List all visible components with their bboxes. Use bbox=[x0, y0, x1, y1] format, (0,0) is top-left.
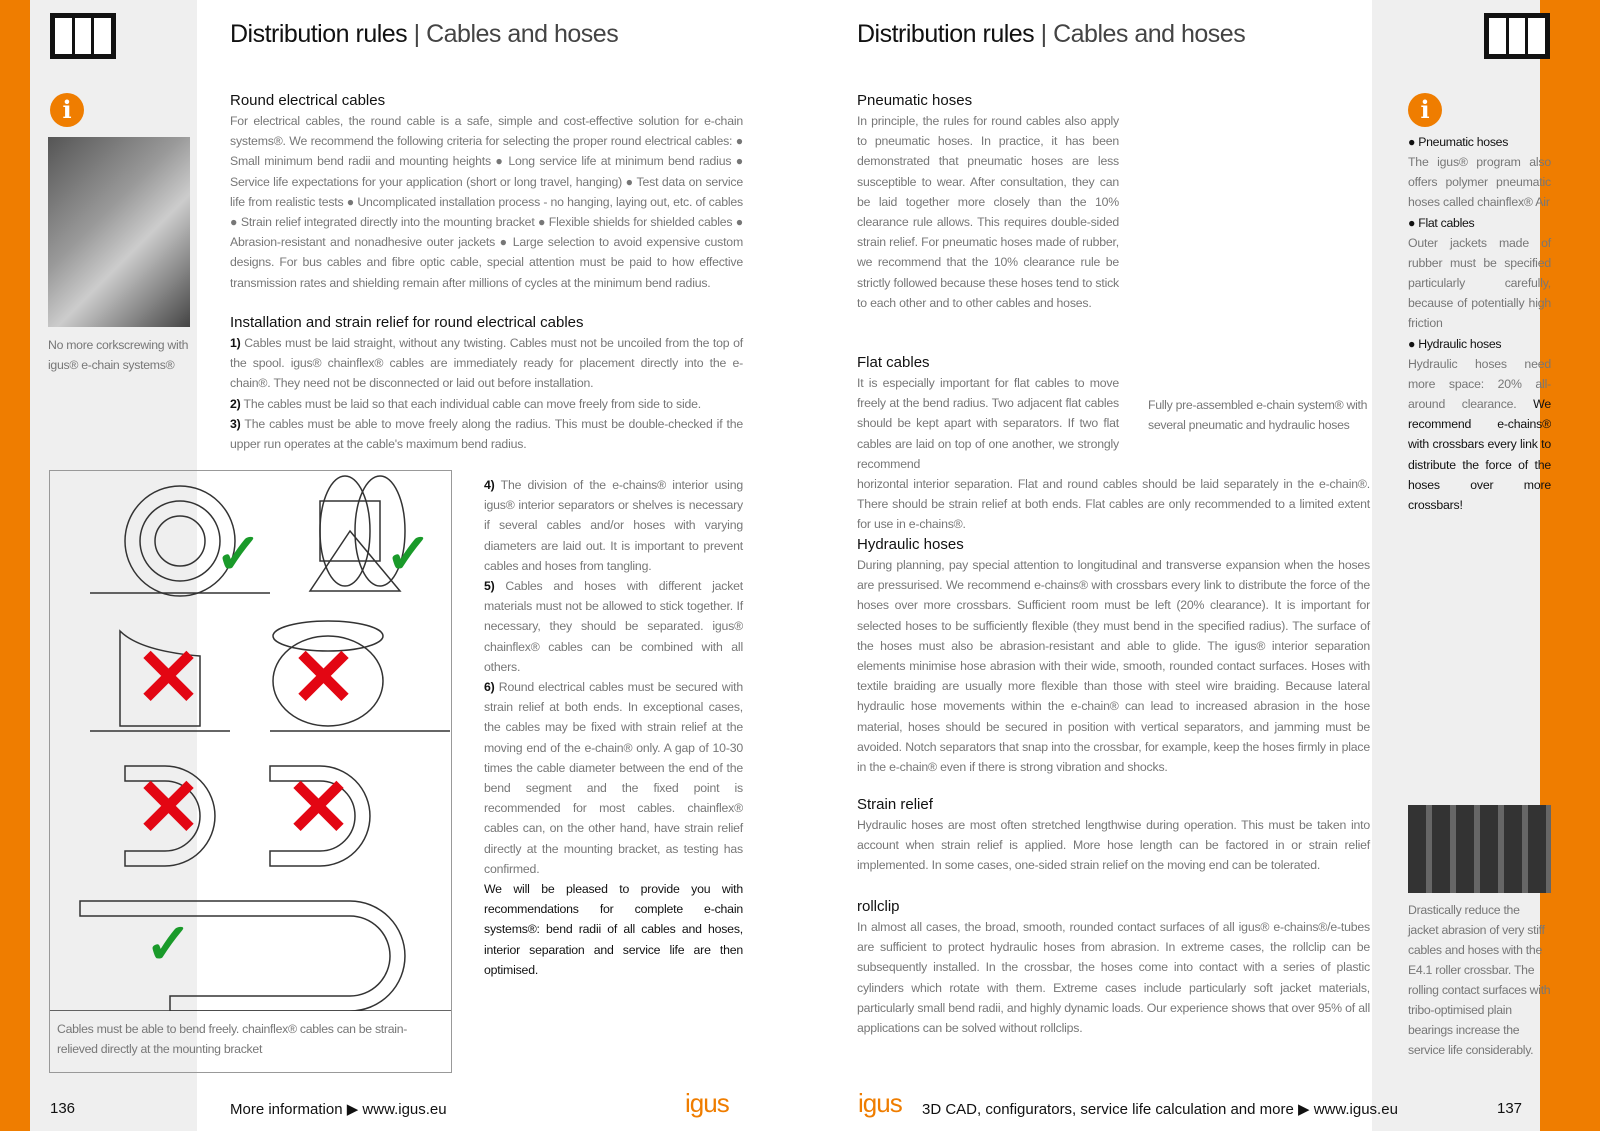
more-info-link[interactable]: More information ▶ www.igus.eu bbox=[230, 1101, 447, 1118]
note-heading: ● Hydraulic hoses bbox=[1408, 336, 1502, 351]
recommendation-text: We will be pleased to provide you with recommendations for complete e-chain systems®: bend radii of all cables and hoses, interior separation and service life are then optimised. bbox=[484, 882, 743, 977]
page-number-right: 137 bbox=[1497, 1100, 1523, 1117]
section-flat-cables bbox=[857, 354, 1370, 535]
body-text: For electrical cables, the round cable is a safe, simple and cost-effective solution for e-chain systems®. We recommend the following criteria for selecting the proper round electrical cables: ● Small minimum bend radii and mounting heights ● Long service life at minimum bend radius ● Service life expectations for your application (short or long travel, hanging) ● Test data on service life from realistic tests ● Uncomplicated installation process - no hanging, laying out, etc. of cables ● Strain relief integrated directly into the mounting bracket ● Flexible shields for shielded cables ● Abrasion-resistant and nonadhesive outer jackets ● Large selection to avoid expensive custom designs. For bus cables and fibre optic cable, special attention must be paid to how effective transmission rates and shielding remain after millions of cycles at the minimum bend radius. bbox=[230, 114, 743, 290]
photo-caption: Fully pre-assembled e-chain system® with several pneumatic and hydraulic hoses bbox=[1148, 398, 1368, 432]
igus-logo: igus bbox=[685, 1088, 729, 1118]
item-6: 6) Round electrical cables must be secured with strain relief at both ends. In exceptional cases, the cables may be fixed with strain relief at the moving end of the e-chain® only. A gap of 10-30 times the cable diameter between the end of the bend segment and the fixed point is recommended for most cables. chainflex® cables can, on the other hand, have strain relief directly at the mounting bracket, as testing has confirmed. bbox=[484, 680, 743, 876]
heading: rollclip bbox=[857, 898, 900, 915]
body-text: horizontal interior separation. Flat and round cables should be laid separately in the e-chain®. There should be strain relief at both ends. Flat cables are only recommended to a limited extent for use in e-chains®. bbox=[857, 477, 1370, 532]
item-3: 3) The cables must be able to move freely along the radius. This must be double-checked if the upper run operates at the cable's maximum bend radius. bbox=[230, 416, 743, 452]
section-round-cables bbox=[230, 92, 743, 293]
chapter-logo-icon bbox=[1484, 13, 1550, 59]
chapter-logo-icon bbox=[50, 13, 116, 59]
section-hydraulic bbox=[857, 536, 1370, 777]
heading: Installation and strain relief for round electrical cables bbox=[230, 314, 584, 331]
note-body: The igus® program also offers polymer pneumatic hoses called chainflex® Air bbox=[1408, 155, 1551, 210]
cross-icon: ✕ bbox=[285, 763, 353, 852]
heading: Flat cables bbox=[857, 354, 930, 371]
heading: Round electrical cables bbox=[230, 92, 386, 109]
footer-link[interactable]: 3D CAD, configurators, service life calculation and more ▶ www.igus.eu bbox=[922, 1101, 1398, 1118]
installation-figure bbox=[49, 470, 452, 1073]
item-2: 2) The cables must be laid so that each individual cable can move freely from side to side. bbox=[230, 396, 701, 411]
body-text: In principle, the rules for round cables also apply to pneumatic hoses. In practice, it has been demonstrated that pneumatic hoses are less susceptible to wear. After consultation, they can be laid together more closely than the 10% clearance rule allows. This requires double-sided strain relief. For pneumatic hoses made of rubber, we recommend that the 10% clearance rule be strictly followed because these hoses tend to stick to each other and to other cables and hoses. bbox=[857, 114, 1119, 310]
item-5: 5) Cables and hoses with different jacket materials must not be allowed to stick together. If necessary, they should be separated. igus® chainflex® cables can be combined with all others. bbox=[484, 579, 743, 674]
note-body: Outer jackets made of rubber must be specified particularly carefully, because of potentially high friction bbox=[1408, 235, 1551, 331]
item-4: 4) The division of the e-chains® interior using igus® interior separators or shelves is necessary if several cables and/or hoses with varying diameters are laid out. It is important to prevent cables and hoses from tangling. bbox=[484, 478, 743, 573]
note-heading: ● Flat cables bbox=[1408, 215, 1475, 230]
heading: Strain relief bbox=[857, 796, 933, 813]
heading: Pneumatic hoses bbox=[857, 92, 973, 109]
roller-caption: Drastically reduce the jacket abrasion of very stiff cables and hoses with the E4.1 roller crossbar. The rolling contact surfaces with tribo-optimised plain bearings increase the service life considerably. bbox=[1408, 903, 1551, 1057]
cross-icon: ✕ bbox=[290, 633, 358, 722]
body-text: It is especially important for flat cables to move freely at the bend radius. Two adjacent flat cables should be kept apart with separators. If two flat cables are laid on top of one another, we strongly recommend bbox=[857, 376, 1119, 471]
check-icon: ✓ bbox=[145, 912, 192, 975]
info-icon: i bbox=[50, 93, 84, 127]
note-body: Hydraulic hoses need more space: 20% all-around clearance. We recommend e-chains® with crossbars every link to distribute the force of the hoses over more crossbars! bbox=[1408, 356, 1551, 513]
section-pneumatic bbox=[857, 92, 1119, 313]
igus-logo: igus bbox=[858, 1088, 902, 1118]
section-installation bbox=[230, 314, 743, 454]
sidebar-caption: No more corkscrewing with igus® e-chain systems® bbox=[48, 338, 189, 372]
body-text: In almost all cases, the broad, smooth, rounded contact surfaces of all igus® e-chains®/e-tubes are sufficient to protect hydraulic hoses from abrasion. In extreme cases, the rollclip can be subsequently installed. In the crossbar, the hoses come into contact with a series of plastic cylinders which rotate with them. Extreme cases include particularly soft jacket materials, particularly small bend radii, and highly dynamic loads. Our experience shows that over 95% of all applications can be solved without rollclips. bbox=[857, 920, 1370, 1036]
info-icon: i bbox=[1408, 93, 1442, 127]
body-text: During planning, pay special attention to longitudinal and transverse expansion when the hoses are pressurised. We recommend e-chains® with crossbars every link to distribute the force of the hoses over more crossbars. Sufficient room must be left (20% clearance). It is important for selected hoses to be sufficiently flexible (they must bend in the specified radius). The surface of the hoses must also be abrasion-resistant and able to glide. The igus® interior separation elements minimise hose abrasion with their wide, smooth, rounded contact surfaces. Hoses with textile braiding are usually more flexible than those with steel wire braiding. Because lateral hydraulic hose movements within the e-chain® can lead to increased abrasion in the hose material, hoses should be secured in position with vertical separators, and jamming must be avoided. Notch separators that snap into the crossbar, for example, keep the hoses firmly in place in the e-chain® even if there is strong vibration and shocks. bbox=[857, 558, 1370, 775]
note-heading: ● Pneumatic hoses bbox=[1408, 135, 1509, 149]
check-icon: ✓ bbox=[385, 522, 432, 585]
cross-icon: ✕ bbox=[135, 763, 203, 852]
heading: Hydraulic hoses bbox=[857, 536, 964, 553]
cable-chain-photo bbox=[48, 137, 190, 327]
section-rollclip bbox=[857, 898, 1370, 1038]
item-1: 1) Cables must be laid straight, without any twisting. Cables must not be uncoiled from the top of the spool. igus® chainflex® cables are immediately ready for placement directly into the e-chain®. They need not be disconnected or laid out before installation. bbox=[230, 336, 743, 391]
check-icon: ✓ bbox=[215, 522, 262, 585]
page-number-left: 136 bbox=[50, 1100, 76, 1117]
installation-continued bbox=[484, 475, 743, 980]
page-title-right: Distribution rules | Cables and hoses bbox=[857, 20, 1246, 48]
roller-crossbar-photo bbox=[1408, 805, 1551, 893]
cross-icon: ✕ bbox=[135, 633, 203, 722]
figure-caption: Cables must be able to bend freely. chainflex® cables can be strain-relieved directly at the mounting bracket bbox=[57, 1022, 408, 1056]
left-edge-strip bbox=[0, 0, 30, 1131]
body-text: Hydraulic hoses are most often stretched lengthwise during operation. This must be taken into account when strain relief is applied. More hose length can be factored in or strain relief implemented. In some cases, one-sided strain relief on the moving end can be tolerated. bbox=[857, 818, 1370, 873]
sidebar-notes bbox=[1408, 132, 1551, 515]
page-title-left: Distribution rules | Cables and hoses bbox=[230, 20, 619, 48]
section-strain-relief bbox=[857, 796, 1370, 876]
